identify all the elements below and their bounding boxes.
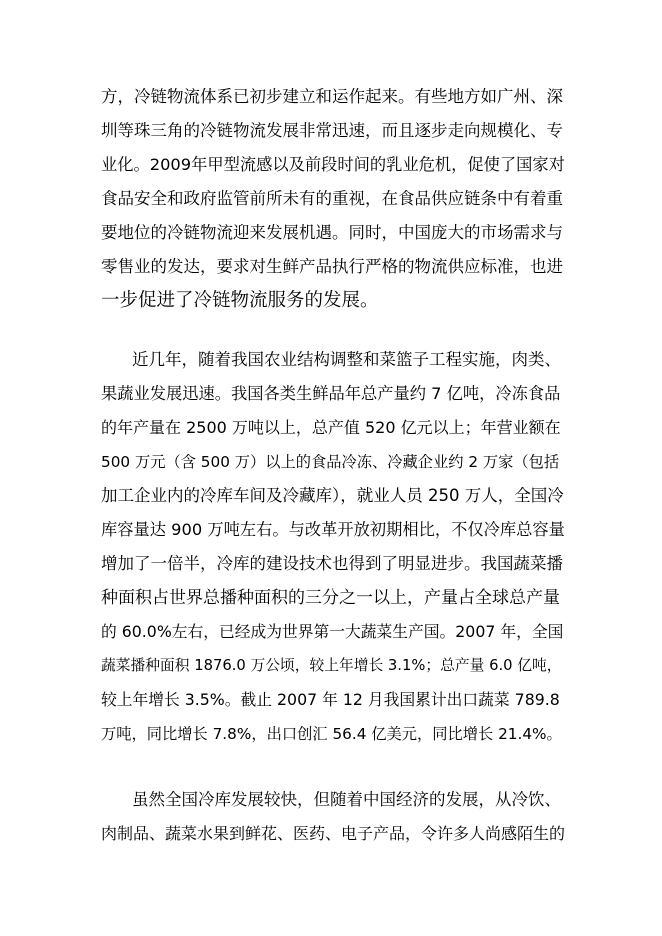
- text-line: 500 万元（含 500 万）以上的食品冷冻、冷藏企业约 2 万家（包括: [101, 453, 560, 471]
- text-line: 库容量达 900 万吨左右。与改革开放初期相比，不仅冷库总容量: [101, 520, 565, 539]
- text-line: 要地位的冷链物流迎来发展机遇。同时，中国庞大的市场需求与: [101, 223, 563, 242]
- text-line: 方，冷链物流体系已初步建立和运作起来。有些地方如广州、深: [101, 87, 563, 106]
- text-line: 零售业的发达，要求对生鲜产品执行严格的物流供应标准，也进: [101, 257, 563, 276]
- text-line: 近几年，随着我国农业结构调整和菜篮子工程实施，肉类、: [132, 350, 561, 369]
- text-line: 增加了一倍半，冷库的建设技术也得到了明显进步。我国蔬菜播: [101, 554, 563, 573]
- text-line: 圳等珠三角的冷链物流发展非常迅速，而且逐步走向规模化、专: [101, 121, 563, 140]
- text-line: 一步促进了冷链物流服务的发展。: [101, 290, 379, 311]
- text-line: 的年产量在 2500 万吨以上，总产值 520 亿元以上；年营业额在: [101, 418, 561, 437]
- text-line: 业化。2009年甲型流感以及前段时间的乳业危机，促使了国家对: [101, 155, 565, 174]
- text-line: 虽然全国冷库发展较快，但随着中国经济的发展，从冷饮、: [132, 790, 561, 809]
- text-line: 食品安全和政府监管前所未有的重视，在食品供应链条中有着重: [101, 189, 563, 208]
- text-line: 较上年增长 3.5%。截止 2007 年 12 月我国累计出口蔬菜 789.8: [101, 690, 560, 709]
- text-line: 果蔬业发展迅速。我国各类生鲜品年总产量约 7 亿吨，冷冻食品: [101, 384, 561, 403]
- text-line: 肉制品、蔬菜水果到鲜花、医药、电子产品，令许多人尚感陌生的: [101, 824, 566, 843]
- text-line: 加工企业内的冷库车间及冷藏库），就业人员 250 万人，全国冷: [101, 486, 564, 505]
- text-line: 的 60.0%左右，已经成为世界第一大蔬菜生产国。2007 年，全国: [101, 622, 564, 641]
- text-line: 万吨，同比增长 7.8%，出口创汇 56.4 亿美元，同比增长 21.4%。: [101, 725, 562, 743]
- text-line: 蔬菜播种面积 1876.0 万公顷，较上年增长 3.1%；总产量 6.0 亿吨，: [101, 657, 562, 674]
- text-line: 种面积占世界总播种面积的三分之一以上，产量占全球总产量: [101, 588, 560, 608]
